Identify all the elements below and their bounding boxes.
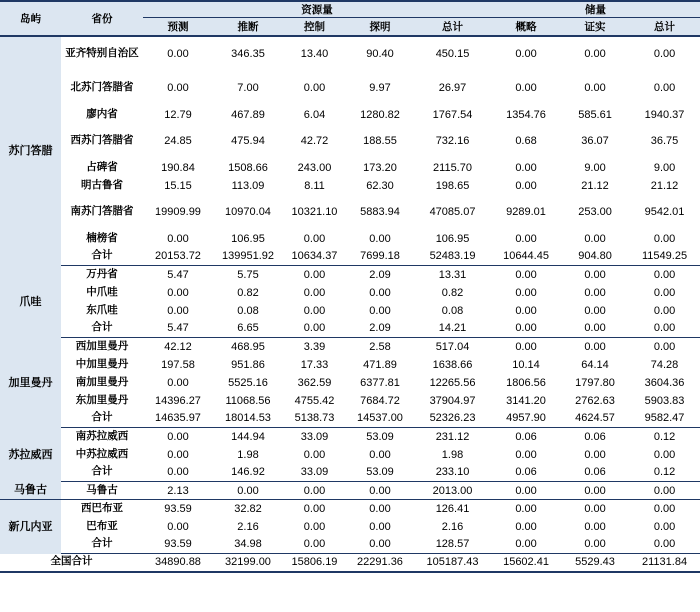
value-cell: 233.10 xyxy=(414,464,491,482)
value-cell: 22291.36 xyxy=(346,554,414,572)
value-cell: 3.39 xyxy=(303,340,326,353)
island-cell: 苏拉威西 xyxy=(0,428,61,482)
value-cell: 7684.72 xyxy=(360,394,400,407)
value-cell: 126.41 xyxy=(435,502,470,515)
value-cell: 0.00 xyxy=(515,286,537,299)
value-cell: 0.00 xyxy=(561,482,629,500)
table-row xyxy=(0,374,700,392)
value-cell: 732.16 xyxy=(435,135,470,147)
value-cell: 2.58 xyxy=(369,340,391,353)
subheader-cell: 控制 xyxy=(283,18,346,36)
value-cell: 0.00 xyxy=(584,502,606,515)
province-cell: 亚齐特别自治区 xyxy=(65,46,139,59)
value-cell: 0.00 xyxy=(369,520,391,533)
table-row xyxy=(0,230,700,248)
island-cell: 马鲁古 xyxy=(0,482,61,500)
value-cell: 15.15 xyxy=(164,179,192,192)
value-cell: 2.09 xyxy=(346,320,414,338)
value-cell: 475.94 xyxy=(231,135,265,147)
province-cell: 廖内省 xyxy=(86,107,118,120)
value-cell: 0.06 xyxy=(584,430,606,443)
value-cell: 0.06 xyxy=(491,464,561,482)
table-row xyxy=(0,177,700,195)
value-cell: 0.00 xyxy=(167,82,189,94)
value-cell: 62.30 xyxy=(366,179,394,192)
value-cell: 34890.88 xyxy=(143,554,213,572)
value-cell: 0.00 xyxy=(653,232,676,245)
value-cell: 9.97 xyxy=(369,82,391,94)
value-cell: 1508.66 xyxy=(228,161,268,174)
value-cell: 53.09 xyxy=(346,464,414,482)
value-cell: 0.00 xyxy=(491,320,561,338)
value-cell: 9289.01 xyxy=(506,206,546,218)
value-cell: 0.00 xyxy=(167,448,189,461)
value-cell: 5138.73 xyxy=(283,410,346,428)
value-cell: 0.00 xyxy=(629,482,700,500)
value-cell: 52326.23 xyxy=(414,410,491,428)
value-cell: 3141.20 xyxy=(506,394,546,407)
value-cell: 19909.99 xyxy=(155,206,201,218)
value-cell: 0.00 xyxy=(167,304,189,317)
value-cell: 0.00 xyxy=(303,448,326,461)
value-cell: 93.59 xyxy=(143,536,213,554)
value-cell: 47085.07 xyxy=(429,206,476,218)
value-cell: 0.00 xyxy=(653,340,676,353)
value-cell: 0.00 xyxy=(167,520,189,533)
value-cell: 21131.84 xyxy=(629,554,700,572)
value-cell: 0.68 xyxy=(515,135,537,147)
value-cell: 2.16 xyxy=(441,520,464,533)
value-cell: 74.28 xyxy=(650,358,679,371)
province-cell: 南加里曼丹 xyxy=(75,375,129,388)
value-cell: 93.59 xyxy=(164,502,192,515)
table-row xyxy=(0,71,700,106)
value-cell: 0.00 xyxy=(303,268,326,281)
value-cell: 188.55 xyxy=(363,135,397,147)
value-cell: 517.04 xyxy=(435,340,470,353)
value-cell: 0.00 xyxy=(515,161,537,174)
value-cell: 14635.97 xyxy=(143,410,213,428)
island-cell: 加里曼丹 xyxy=(0,338,61,428)
province-cell: 中爪哇 xyxy=(86,285,118,298)
subheader-cell: 预测 xyxy=(143,18,213,36)
table-row xyxy=(0,302,700,320)
value-cell: 0.00 xyxy=(515,448,537,461)
value-cell: 0.00 xyxy=(515,232,537,245)
value-cell: 0.00 xyxy=(303,82,326,94)
value-cell: 0.00 xyxy=(561,536,629,554)
value-cell: 198.65 xyxy=(435,179,470,192)
value-cell: 0.00 xyxy=(167,376,189,389)
subheader-cell: 概略 xyxy=(491,18,561,36)
value-cell: 0.08 xyxy=(441,304,464,317)
province-cell: 东爪哇 xyxy=(86,303,118,316)
value-cell: 0.00 xyxy=(167,47,189,60)
grand-total-row xyxy=(0,554,700,572)
value-cell: 15806.19 xyxy=(283,554,346,572)
value-cell: 0.00 xyxy=(515,502,537,515)
value-cell: 146.92 xyxy=(213,464,283,482)
table-row xyxy=(0,248,700,266)
subheader-cell: 证实 xyxy=(561,18,629,36)
value-cell: 106.95 xyxy=(231,232,265,245)
value-cell: 0.00 xyxy=(653,286,676,299)
value-cell: 10970.04 xyxy=(225,206,271,218)
table-row xyxy=(0,356,700,374)
province-cell: 中苏拉威西 xyxy=(75,447,129,460)
value-cell: 0.00 xyxy=(346,482,414,500)
value-cell: 36.75 xyxy=(650,135,679,147)
resources-header: 资源量 xyxy=(143,1,491,18)
value-cell: 9542.01 xyxy=(644,206,685,218)
value-cell: 106.95 xyxy=(435,232,470,245)
value-cell: 6.65 xyxy=(213,320,283,338)
value-cell: 0.12 xyxy=(629,464,700,482)
province-cell: 南苏拉威西 xyxy=(75,429,129,442)
value-cell: 0.00 xyxy=(369,448,391,461)
table-row xyxy=(0,106,700,124)
value-cell: 10.14 xyxy=(512,358,540,371)
table-row xyxy=(0,392,700,410)
value-cell: 9582.47 xyxy=(629,410,700,428)
value-cell: 6377.81 xyxy=(360,376,400,389)
province-cell: 南苏门答腊省 xyxy=(70,205,134,218)
table-row xyxy=(0,428,700,446)
reserves-header: 储量 xyxy=(491,1,700,18)
value-cell: 951.86 xyxy=(231,358,265,371)
value-cell: 0.00 xyxy=(303,232,326,245)
value-cell: 1638.66 xyxy=(432,358,473,371)
value-cell: 5.47 xyxy=(143,320,213,338)
value-cell: 1354.76 xyxy=(506,108,546,121)
value-cell: 0.00 xyxy=(369,304,391,317)
value-cell: 0.00 xyxy=(515,268,537,281)
value-cell: 13.31 xyxy=(438,268,467,281)
value-cell: 450.15 xyxy=(435,47,470,60)
value-cell: 144.94 xyxy=(231,430,265,443)
value-cell: 231.12 xyxy=(435,430,470,443)
value-cell: 21.12 xyxy=(581,179,609,192)
value-cell: 0.00 xyxy=(584,286,606,299)
value-cell: 0.00 xyxy=(653,47,676,60)
value-cell: 12265.56 xyxy=(429,376,476,389)
table-row xyxy=(0,536,700,554)
province-cell: 东加里曼丹 xyxy=(75,393,129,406)
province-cell: 合计 xyxy=(61,536,143,554)
value-cell: 0.00 xyxy=(515,340,537,353)
value-cell: 9.00 xyxy=(584,161,606,174)
value-cell: 0.00 xyxy=(346,536,414,554)
value-cell: 0.06 xyxy=(561,464,629,482)
value-cell: 1797.80 xyxy=(575,376,615,389)
value-cell: 0.00 xyxy=(515,82,537,94)
value-cell: 14537.00 xyxy=(346,410,414,428)
subheader-cell: 探明 xyxy=(346,18,414,36)
value-cell: 0.12 xyxy=(653,430,676,443)
value-cell: 362.59 xyxy=(297,376,332,389)
value-cell: 0.00 xyxy=(561,320,629,338)
value-cell: 0.00 xyxy=(369,286,391,299)
province-cell: 明古鲁省 xyxy=(81,178,123,191)
value-cell: 0.00 xyxy=(515,520,537,533)
value-cell: 1.98 xyxy=(441,448,464,461)
value-cell: 33.09 xyxy=(300,430,329,443)
value-cell: 0.00 xyxy=(653,502,676,515)
value-cell: 14.21 xyxy=(414,320,491,338)
table-row xyxy=(0,124,700,159)
value-cell: 9.00 xyxy=(653,161,676,174)
value-cell: 904.80 xyxy=(561,248,629,266)
value-cell: 0.00 xyxy=(515,47,537,60)
value-cell: 18014.53 xyxy=(213,410,283,428)
province-cell: 西加里曼丹 xyxy=(75,339,129,352)
value-cell: 2.16 xyxy=(237,520,259,533)
value-cell: 5.75 xyxy=(237,268,259,281)
value-cell: 0.00 xyxy=(213,482,283,500)
value-cell: 12.79 xyxy=(164,108,192,121)
province-cell: 合计 xyxy=(61,248,143,266)
value-cell: 36.07 xyxy=(581,135,609,147)
table-row xyxy=(0,36,700,71)
province-cell: 马鲁古 xyxy=(61,482,143,500)
table-row xyxy=(0,500,700,518)
value-cell: 0.82 xyxy=(441,286,464,299)
value-cell: 2013.00 xyxy=(414,482,491,500)
value-cell: 8.11 xyxy=(304,179,325,192)
value-cell: 32199.00 xyxy=(213,554,283,572)
value-cell: 10321.10 xyxy=(291,206,338,218)
value-cell: 1806.56 xyxy=(506,376,546,389)
value-cell: 0.82 xyxy=(237,286,259,299)
value-cell: 0.00 xyxy=(303,502,326,515)
value-cell: 197.58 xyxy=(161,358,195,371)
value-cell: 11549.25 xyxy=(629,248,700,266)
value-cell: 17.33 xyxy=(300,358,329,371)
value-cell: 0.00 xyxy=(515,304,537,317)
value-cell: 0.00 xyxy=(629,320,700,338)
island-cell: 苏门答腊 xyxy=(0,36,61,266)
value-cell: 471.89 xyxy=(363,358,397,371)
value-cell: 0.00 xyxy=(629,536,700,554)
table-row xyxy=(0,518,700,536)
value-cell: 3604.36 xyxy=(644,376,685,389)
subheader-cell: 总计 xyxy=(629,18,700,36)
value-cell: 10644.45 xyxy=(491,248,561,266)
grand-total-label: 全国合计 xyxy=(0,554,143,572)
value-cell: 4957.90 xyxy=(491,410,561,428)
value-cell: 467.89 xyxy=(231,108,265,121)
value-cell: 0.00 xyxy=(283,482,346,500)
value-cell: 105187.43 xyxy=(414,554,491,572)
value-cell: 128.57 xyxy=(414,536,491,554)
value-cell: 0.00 xyxy=(369,502,391,515)
value-cell: 7.00 xyxy=(237,82,259,94)
value-cell: 346.35 xyxy=(231,47,265,60)
value-cell: 1767.54 xyxy=(432,108,473,121)
value-cell: 0.00 xyxy=(167,430,189,443)
value-cell: 0.00 xyxy=(584,268,606,281)
value-cell: 53.09 xyxy=(366,430,394,443)
value-cell: 173.20 xyxy=(363,161,397,174)
province-cell: 中加里曼丹 xyxy=(75,357,129,370)
value-cell: 0.00 xyxy=(584,232,606,245)
value-cell: 33.09 xyxy=(283,464,346,482)
value-cell: 32.82 xyxy=(234,502,262,515)
table-row xyxy=(0,482,700,500)
value-cell: 20153.72 xyxy=(143,248,213,266)
value-cell: 0.00 xyxy=(653,304,676,317)
province-cell: 北苏门答腊省 xyxy=(70,81,134,94)
table-row xyxy=(0,410,700,428)
value-cell: 139951.92 xyxy=(213,248,283,266)
value-cell: 0.00 xyxy=(515,179,537,192)
value-cell: 1940.37 xyxy=(644,108,685,121)
value-cell: 0.00 xyxy=(653,268,676,281)
value-cell: 0.00 xyxy=(303,520,326,533)
table-row xyxy=(0,284,700,302)
value-cell: 0.00 xyxy=(491,536,561,554)
value-cell: 468.95 xyxy=(231,340,265,353)
value-cell: 1280.82 xyxy=(360,108,400,121)
value-cell: 0.00 xyxy=(491,482,561,500)
province-header: 省份 xyxy=(61,1,143,36)
value-cell: 2.09 xyxy=(369,268,391,281)
value-cell: 0.06 xyxy=(515,430,537,443)
value-cell: 42.12 xyxy=(164,340,192,353)
value-cell: 253.00 xyxy=(578,206,612,218)
value-cell: 1.98 xyxy=(237,448,259,461)
table-row xyxy=(0,320,700,338)
value-cell: 21.12 xyxy=(650,179,679,192)
value-cell: 190.84 xyxy=(161,161,195,174)
table-row xyxy=(0,195,700,230)
value-cell: 7699.18 xyxy=(346,248,414,266)
value-cell: 0.00 xyxy=(653,520,676,533)
value-cell: 0.00 xyxy=(653,82,676,94)
value-cell: 6.04 xyxy=(303,108,326,121)
value-cell: 0.00 xyxy=(303,286,326,299)
value-cell: 5903.83 xyxy=(644,394,685,407)
value-cell: 0.00 xyxy=(143,464,213,482)
value-cell: 13.40 xyxy=(300,47,329,60)
value-cell: 4624.57 xyxy=(561,410,629,428)
value-cell: 0.08 xyxy=(237,304,259,317)
island-header: 岛屿 xyxy=(0,1,61,36)
value-cell: 42.72 xyxy=(300,135,329,147)
subheader-cell: 推断 xyxy=(213,18,283,36)
value-cell: 37904.97 xyxy=(429,394,476,407)
table-row xyxy=(0,338,700,356)
table-row xyxy=(0,266,700,284)
value-cell: 243.00 xyxy=(297,161,332,174)
value-cell: 14396.27 xyxy=(155,394,201,407)
value-cell: 0.00 xyxy=(584,82,606,94)
value-cell: 64.14 xyxy=(581,358,609,371)
value-cell: 0.00 xyxy=(283,536,346,554)
table-row xyxy=(0,464,700,482)
table-row xyxy=(0,446,700,464)
value-cell: 0.00 xyxy=(653,448,676,461)
island-cell: 爪哇 xyxy=(0,266,61,338)
value-cell: 113.09 xyxy=(231,179,265,192)
value-cell: 4755.42 xyxy=(294,394,335,407)
value-cell: 10634.37 xyxy=(283,248,346,266)
value-cell: 0.00 xyxy=(584,448,606,461)
value-cell: 0.00 xyxy=(167,232,189,245)
value-cell: 2115.70 xyxy=(433,161,472,174)
value-cell: 90.40 xyxy=(366,47,394,60)
value-cell: 0.00 xyxy=(303,304,326,317)
island-cell: 新几内亚 xyxy=(0,500,61,554)
value-cell: 0.00 xyxy=(283,320,346,338)
value-cell: 0.00 xyxy=(584,47,606,60)
value-cell: 5.47 xyxy=(167,268,189,281)
value-cell: 5525.16 xyxy=(228,376,268,389)
province-cell: 合计 xyxy=(61,410,143,428)
table-row xyxy=(0,159,700,177)
value-cell: 0.00 xyxy=(369,232,391,245)
province-cell: 合计 xyxy=(61,320,143,338)
province-cell: 西苏门答腊省 xyxy=(70,134,134,147)
value-cell: 52483.19 xyxy=(414,248,491,266)
province-cell: 占碑省 xyxy=(86,160,118,173)
value-cell: 26.97 xyxy=(438,82,467,94)
value-cell: 34.98 xyxy=(213,536,283,554)
value-cell: 0.00 xyxy=(167,286,189,299)
province-cell: 万丹省 xyxy=(86,267,118,280)
value-cell: 5883.94 xyxy=(360,206,400,218)
value-cell: 2762.63 xyxy=(575,394,615,407)
province-cell: 西巴布亚 xyxy=(81,501,123,514)
value-cell: 0.00 xyxy=(584,304,606,317)
value-cell: 15602.41 xyxy=(491,554,561,572)
province-cell: 楠榜省 xyxy=(86,231,118,244)
value-cell: 11068.56 xyxy=(225,394,271,407)
value-cell: 585.61 xyxy=(578,108,612,121)
province-cell: 巴布亚 xyxy=(86,519,118,532)
value-cell: 0.00 xyxy=(584,520,606,533)
value-cell: 0.00 xyxy=(584,340,606,353)
province-cell: 合计 xyxy=(61,464,143,482)
value-cell: 2.13 xyxy=(143,482,213,500)
value-cell: 5529.43 xyxy=(561,554,629,572)
value-cell: 24.85 xyxy=(164,135,192,147)
subheader-cell: 总计 xyxy=(414,18,491,36)
